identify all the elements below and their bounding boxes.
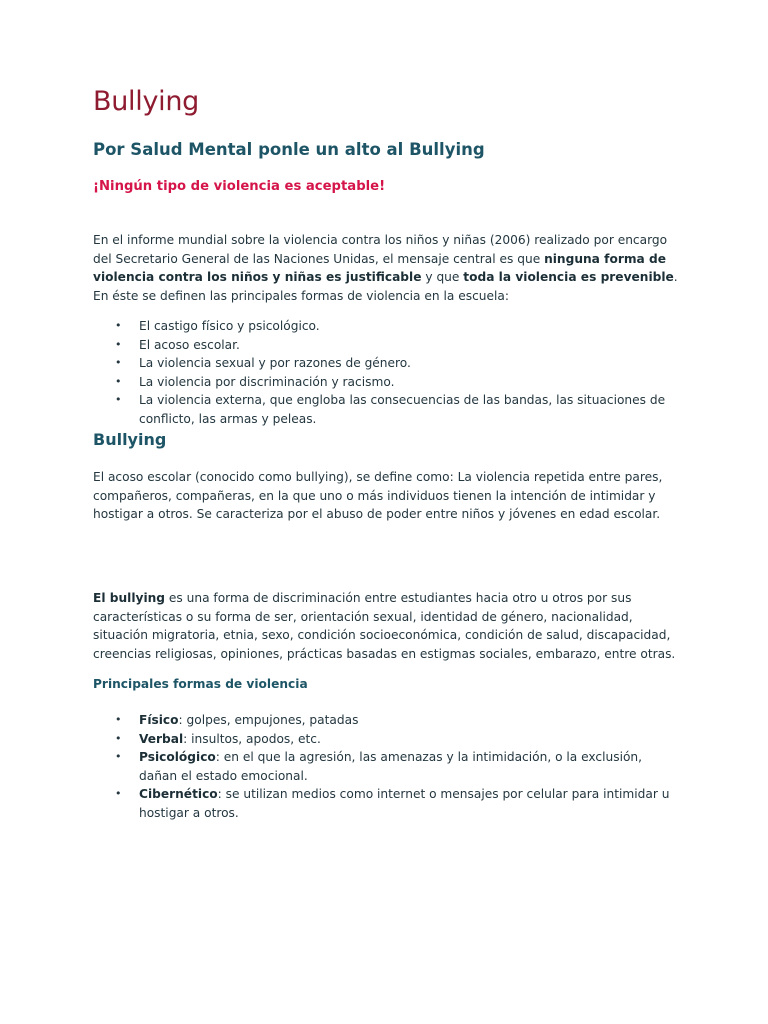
- page-title: Bullying: [93, 86, 199, 117]
- list-item: [93, 373, 683, 392]
- discrimination-paragraph: [93, 589, 683, 663]
- bullet-icon: •: [115, 319, 122, 332]
- list-item-text: El castigo físico y psicológico.: [139, 319, 320, 333]
- bullet-icon: •: [115, 393, 122, 407]
- bullet-icon: •: [115, 731, 122, 745]
- list-item-text: La violencia externa, que engloba las consecuencias de las bandas, las situaciones de conflicto, las armas y peleas.: [139, 393, 666, 426]
- bullet-icon: •: [115, 750, 122, 764]
- list-item: [93, 730, 683, 749]
- list-item: [93, 391, 683, 428]
- bullet-icon: •: [115, 356, 122, 370]
- form-desc: : insultos, apodos, etc.: [183, 731, 321, 746]
- list-item: [93, 785, 683, 822]
- intro-text-2: y que: [421, 270, 464, 285]
- alert-message: ¡Ningún tipo de violencia es aceptable!: [93, 179, 386, 194]
- bullet-icon: •: [115, 713, 122, 726]
- intro-bold-2: toda la violencia es prevenible: [463, 270, 674, 285]
- intro-paragraph: [93, 231, 683, 305]
- list-item-text: El acoso escolar.: [139, 337, 240, 352]
- bullet-icon: •: [115, 374, 122, 388]
- list-item-text: La violencia sexual y por razones de género.: [139, 356, 411, 371]
- intro-text-1: En el informe mundial sobre la violencia contra los niños y niñas (2006) realizado por encargo del Secretario General de las Naciones Unidas, el mensaje central es que: [93, 233, 668, 266]
- form-term: Cibernético: [139, 787, 218, 802]
- forms-of-violence-list: [93, 711, 683, 823]
- form-desc: : se utilizan medios como internet o mensajes por celular para intimidar u hostigar a otros.: [139, 787, 670, 820]
- list-item: [93, 336, 683, 355]
- discrimination-bold: El bullying: [93, 591, 166, 605]
- section-heading-bullying: Bullying: [93, 430, 167, 449]
- list-item: [93, 711, 683, 730]
- list-item: [93, 748, 683, 785]
- bullet-icon: •: [115, 337, 122, 351]
- definition-paragraph: El acoso escolar (conocido como bullying), se define como: La violencia repetida entre pares, compañeros, compañeras, en la que uno o más individuos tienen la intención de intimidar y hostigar a otros. Se caracteriza por el abuso de poder entre niños y jóvenes en edad escolar.: [93, 470, 663, 522]
- form-term: Psicológico: [139, 750, 216, 765]
- discrimination-text: es una forma de discriminación entre estudiantes hacia otro u otros por sus características o su forma de ser, orientación sexual, identidad de género, nacionalidad, situación migratoria, etnia, sexo, condición socioeconómica, condición de salud, discapacidad, creencias religiosas, opiniones, prácticas basadas en estigmas sociales, embarazo, entre otras.: [93, 591, 676, 661]
- bullet-icon: •: [115, 787, 122, 801]
- page-subtitle: Por Salud Mental ponle un alto al Bullying: [93, 140, 485, 159]
- school-violence-list: [93, 317, 683, 429]
- list-item: [93, 354, 683, 373]
- form-term: Físico: [139, 713, 179, 727]
- intro-text-3: . En éste se definen las principales formas de violencia en la escuela:: [93, 270, 678, 303]
- forms-heading: Principales formas de violencia: [93, 677, 308, 691]
- list-item: [93, 317, 683, 336]
- form-desc: : en el que la agresión, las amenazas y la intimidación, o la exclusión, dañan el estado emocional.: [139, 750, 643, 783]
- form-desc: : golpes, empujones, patadas: [178, 713, 359, 727]
- list-item-text: La violencia por discriminación y racismo.: [139, 374, 395, 389]
- form-term: Verbal: [139, 731, 184, 746]
- intro-bold-1: ninguna forma de violencia contra los niños y niñas es justificable: [93, 251, 666, 285]
